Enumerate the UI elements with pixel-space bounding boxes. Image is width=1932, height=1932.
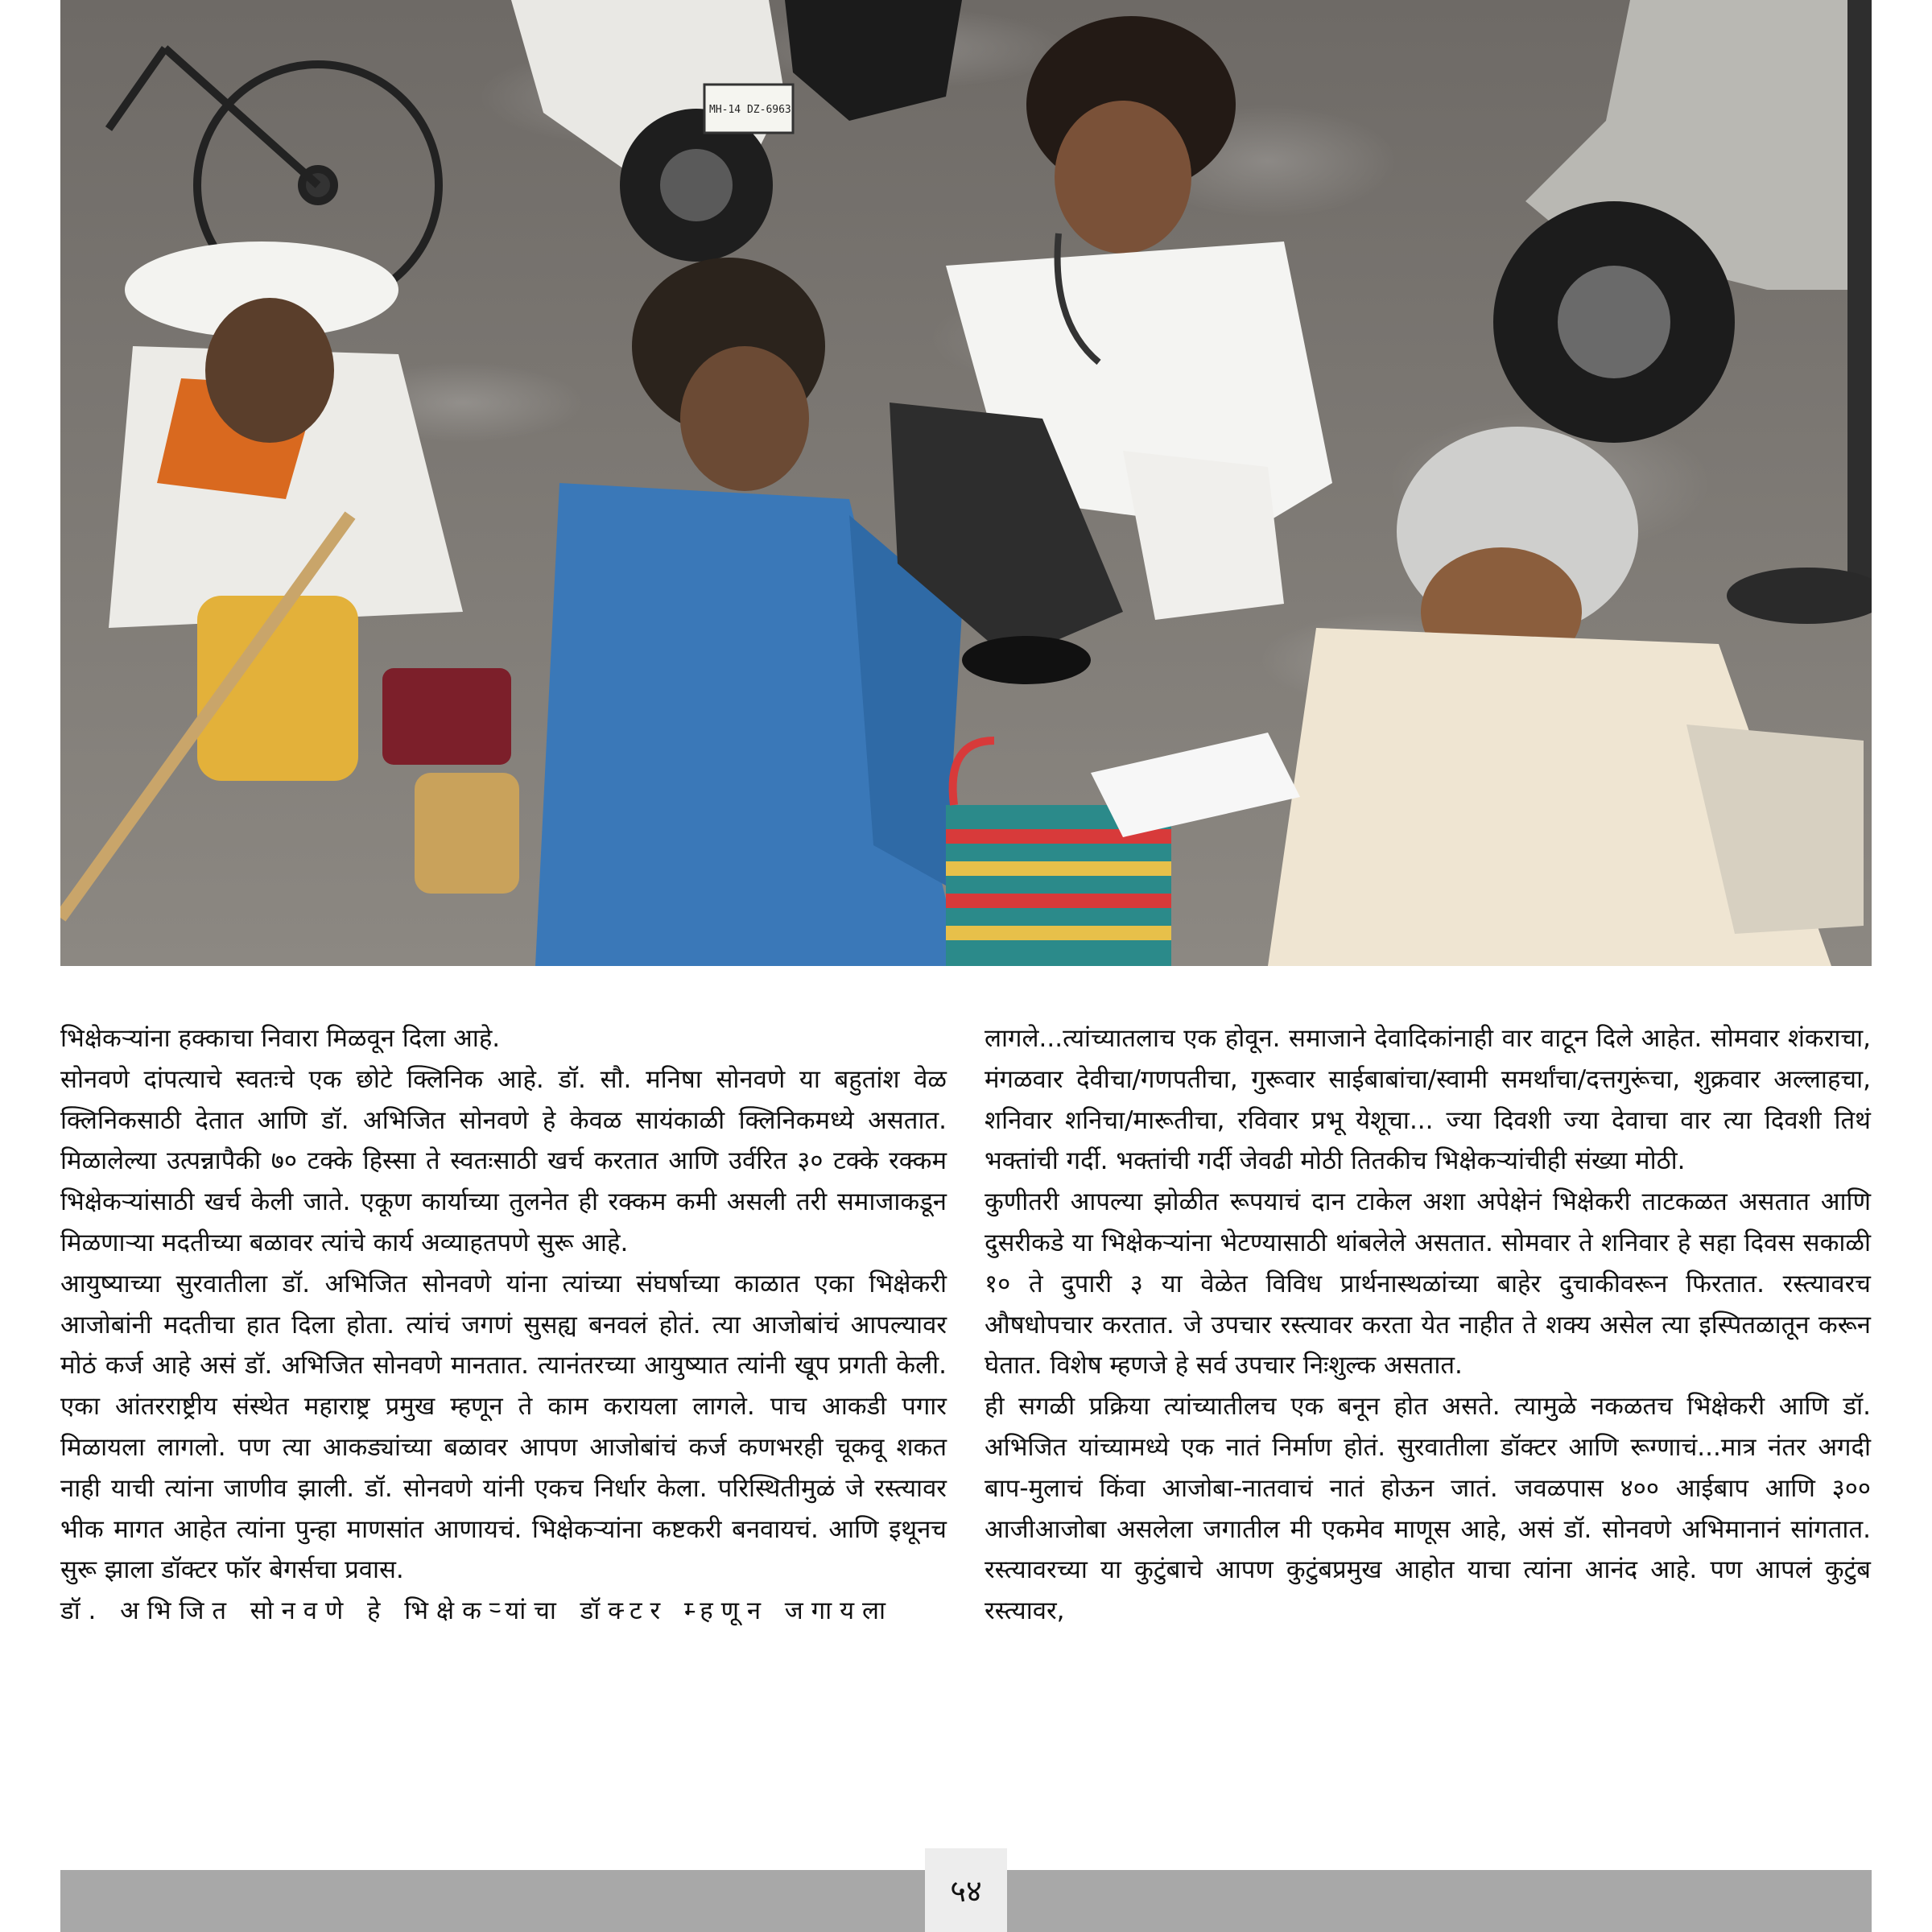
- article-column-left: [60, 1018, 947, 1632]
- page-number: ५४: [925, 1848, 1007, 1932]
- paragraph: सोनवणे दांपत्याचे स्वतःचे एक छोटे क्लिनिक आहे. डॉ. सौ. मनिषा सोनवणे या बहुतांश वेळ क्लिनिकसाठी देतात आणि डॉ. अभिजित सोनवणे हे केवळ सायंकाळी क्लिनिकमध्ये असतात. मिळालेल्या उत्पन्नापैकी ७० टक्के हिस्सा ते स्वतःसाठी खर्च करतात आणि उर्वरित ३० टक्के रक्कम भिक्षेकऱ्यांसाठी खर्च केली जाते. एकूण कार्याच्या तुलनेत ही रक्कम कमी असली तरी समाजाकडून मिळणाऱ्या मदतीच्या बळावर त्यांचे कार्य अव्याहतपणे सुरू आहे.: [60, 1064, 947, 1257]
- article-body: [60, 1018, 1872, 1771]
- paragraph: डॉ. अभिजित सोनवणे हे भिक्षेकऱ्यांचा डॉक्टर म्हणून जगायला: [60, 1596, 894, 1626]
- article-column-right: [985, 1018, 1871, 1632]
- paragraph: आयुष्याच्या सुरवातीला डॉ. अभिजित सोनवणे यांना त्यांच्या संघर्षाच्या काळात एका भिक्षेकरी आजोबांनी मदतीचा हात दिला होता. त्यांचं जगणं सुसह्य बनवलं होतं. त्या आजोबांचं आपल्यावर मोठं कर्ज आहे असं डॉ. अभिजित सोनवणे मानतात. त्यानंतरच्या आयुष्यात त्यांनी खूप प्रगती केली. एका आंतरराष्ट्रीय संस्थेत महाराष्ट्र प्रमुख म्हणून ते काम करायला लागले. पाच आकडी पगार मिळायला लागलो. पण त्या आकड्यांच्या बळावर आपण आजोबांचं कर्ज कणभरही चूकवू शकत नाही याची त्यांना जाणीव झाली. डॉ. सोनवणे यांनी एकच निर्धार केला. परिस्थितीमुळं जे रस्त्यावर भीक मागत आहेत त्यांना पुन्हा माणसांत आणायचं. भिक्षेकऱ्यांना कष्टकरी बनवायचं. आणि इथूनच सुरू झाला डॉक्टर फॉर बेगर्सचा प्रवास.: [60, 1269, 947, 1585]
- paragraph: लागले...त्यांच्यातलाच एक होवून. समाजाने देवादिकांनाही वार वाटून दिले आहेत. सोमवार शंकराचा, मंगळवार देवीचा/गणपतीचा, गुरूवार साईबाबांचा/स्वामी समर्थांचा/दत्तगुरूंचा, शुक्रवार अल्लाहचा, शनिवार शनिचा/मारूतीचा, रविवार प्रभू येशूचा... ज्या दिवशी ज्या देवाचा वार त्या दिवशी तिथं भक्तांची गर्दी. भक्तांची गर्दी जेवढी मोठी तितकीच भिक्षेकऱ्यांचीही संख्या मोठी.: [985, 1024, 1871, 1176]
- article-photo: [60, 0, 1872, 966]
- paragraph: भिक्षेकऱ्यांना हक्काचा निवारा मिळवून दिला आहे.: [60, 1024, 501, 1053]
- paragraph: कुणीतरी आपल्या झोळीत रूपयाचं दान टाकेल अशा अपेक्षेनं भिक्षेकरी ताटकळत असतात आणि दुसरीकडे या भिक्षेकऱ्यांना भेटण्यासाठी थांबलेले असतात. सोमवार ते शनिवार हे सहा दिवस सकाळी १० ते दुपारी ३ या वेळेत विविध प्रार्थनास्थळांच्या बाहेर दुचाकीवरून फिरतात. रस्त्यावरच औषधोपचार करतात. जे उपचार रस्त्यावर करता येत नाहीत ते शक्य असेल त्या इस्पितळातून करून घेतात. विशेष म्हणजे हे सर्व उपचार निःशुल्क असतात.: [985, 1187, 1871, 1381]
- license-plate-text: MH-14 DZ-6963: [709, 104, 791, 116]
- paragraph: ही सगळी प्रक्रिया त्यांच्यातीलच एक बनून होत असते. त्यामुळे नकळतच भिक्षेकरी आणि डॉ. अभिजित यांच्यामध्ये एक नातं निर्माण होतं. सुरवातीला डॉक्टर आणि रूग्णाचं...मात्र नंतर अगदी बाप-मुलाचं किंवा आजोबा-नातवाचं नातं होऊन जातं. जवळपास ४०० आईबाप आणि ३०० आजीआजोबा असलेला जगातील मी एकमेव माणूस आहे, असं डॉ. सोनवणे अभिमानानं सांगतात. रस्त्यावरच्या या कुटुंबाचे आपण कुटुंबप्रमुख आहोत याचा त्यांना आनंद आहे. पण आपलं कुटुंब रस्त्यावर,: [985, 1392, 1871, 1626]
